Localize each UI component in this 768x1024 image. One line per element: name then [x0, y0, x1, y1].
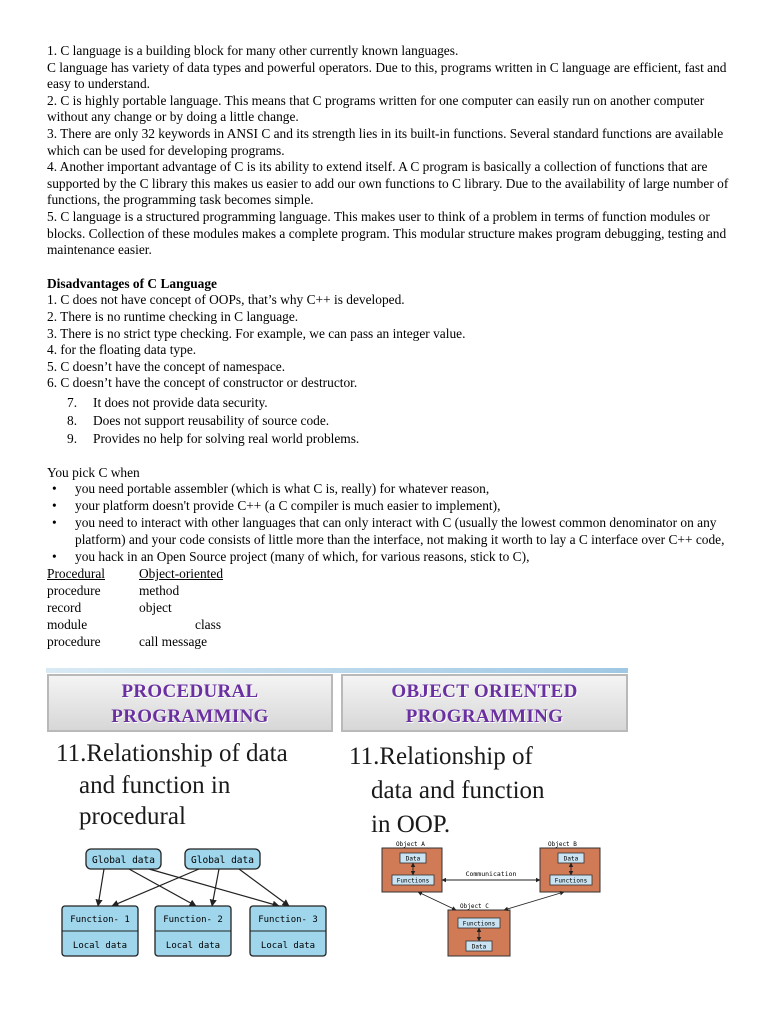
svg-text:Function- 2: Function- 2: [163, 915, 223, 925]
intro-section: [47, 43, 747, 259]
procedural-banner: PROCEDURAL PROGRAMMING: [47, 674, 333, 732]
global-data-box: [185, 849, 260, 869]
bullet-icon: •: [52, 498, 57, 514]
pick-bullet-list: [47, 481, 747, 565]
intro-paragraph: 3. There are only 32 keywords in ANSI C and its strength lies in its built-in functions. Several standard functions are available which can be used for developing programs.: [47, 125, 724, 158]
svg-text:Functions: Functions: [554, 877, 588, 885]
procedural-caption: 11.Relationship of data and function in procedural: [56, 740, 288, 830]
disadvantage-line: 6. C doesn’t have the concept of constructor or destructor.: [47, 375, 358, 391]
list-item: 7. It does not provide data security.: [67, 394, 268, 410]
bullet-icon: •: [52, 548, 57, 564]
intro-paragraph: C language has variety of data types and powerful operators. Due to this, programs written in C language are efficient, fast and easy to understand.: [47, 59, 727, 92]
list-item: • your platform doesn't provide C++ (a C compiler is much easier to implement),: [52, 498, 501, 514]
svg-text:Object B: Object B: [548, 841, 577, 848]
object-b: [540, 841, 600, 892]
function-box: [250, 906, 326, 956]
svg-text:Data: Data: [471, 943, 487, 951]
comparison-table: [47, 565, 747, 650]
oop-caption: 11.Relationship of data and function in OOP.: [349, 743, 545, 838]
svg-text:Function- 3: Function- 3: [258, 915, 318, 925]
list-item: 9. Provides no help for solving real world problems.: [67, 430, 360, 446]
global-data-box: [86, 849, 161, 869]
svg-text:Local data: Local data: [165, 941, 221, 951]
figure-top-bar: [46, 668, 628, 673]
disadvantage-line: 1. C does not have concept of OOPs, that’s why C++ is developed.: [47, 292, 405, 308]
table-row: procedure call message: [47, 634, 208, 650]
list-item: • you need portable assembler (which is what C is, really) for whatever reason,: [52, 481, 490, 497]
disadvantage-line: 4. for the floating data type.: [47, 342, 197, 358]
svg-text:Local data: Local data: [72, 941, 128, 951]
function-box: [155, 906, 231, 956]
object-a: [382, 841, 442, 892]
bullet-icon: •: [52, 515, 57, 531]
table-header-row: Procedural Object-oriented: [47, 566, 224, 582]
list-item: • you need to interact with other languages that can only interact with C (usually the lowest common denominator on any platform) and your code consists of little more than the interface, not making it worth to lay a C interface over C++ code,: [52, 515, 725, 547]
intro-paragraph: 2. C is highly portable language. This means that C programs written for one computer can easily run on another computer without any change or by doing a little change.: [47, 92, 705, 125]
table-row: record object: [47, 600, 172, 616]
disadvantage-numbered-list: [47, 394, 747, 448]
oop-diagram: [378, 840, 604, 964]
intro-paragraph: 4. Another important advantage of C is its ability to extend itself. A C program is basically a collection of functions that are supported by the C library this makes us easier to add our own functions to C library. Due to the availability of large number of functions, the programming task becomes simple.: [47, 159, 729, 208]
table-row: module class: [47, 617, 222, 633]
procedural-diagram: [54, 840, 340, 964]
disadvantage-line: 3. There is no strict type checking. For example, we can pass an integer value.: [47, 325, 466, 341]
svg-text:Functions: Functions: [396, 877, 430, 885]
intro-paragraph: 5. C language is a structured programming language. This makes user to think of a problem in terms of function modules or blocks. Collection of these modules makes a complete program. This modular structure makes program debugging, testing and maintenance easier.: [47, 208, 727, 258]
comparison-figure: [46, 668, 628, 968]
svg-text:Object A: Object A: [396, 841, 425, 848]
svg-text:Global data: Global data: [191, 855, 254, 866]
svg-text:Object C: Object C: [460, 903, 489, 910]
table-row: procedure method: [47, 583, 180, 599]
svg-text:Function- 1: Function- 1: [70, 915, 130, 925]
svg-text:Global data: Global data: [92, 855, 155, 866]
oop-banner: OBJECT ORIENTED PROGRAMMING: [341, 674, 628, 732]
list-item: 8. Does not support reusability of source code.: [67, 412, 330, 428]
function-box: [62, 906, 138, 956]
bullet-icon: •: [52, 481, 57, 497]
list-item: • you hack in an Open Source project (many of which, for various reasons, stick to C),: [52, 548, 530, 564]
communication-label: Communication: [465, 870, 517, 878]
disadvantage-line: 2. There is no runtime checking in C language.: [47, 308, 299, 324]
svg-text:Functions: Functions: [462, 920, 496, 928]
disadvantage-line: 5. C doesn’t have the concept of namespace.: [47, 358, 286, 374]
svg-text:Local data: Local data: [260, 941, 316, 951]
document-page: [47, 43, 747, 650]
svg-text:Data: Data: [563, 855, 579, 863]
svg-text:Data: Data: [405, 855, 421, 863]
disadvantages-heading: Disadvantages of C Language: [47, 275, 218, 291]
pick-intro: You pick C when: [47, 464, 140, 480]
intro-paragraph: 1. C language is a building block for many other currently known languages.: [47, 43, 459, 58]
